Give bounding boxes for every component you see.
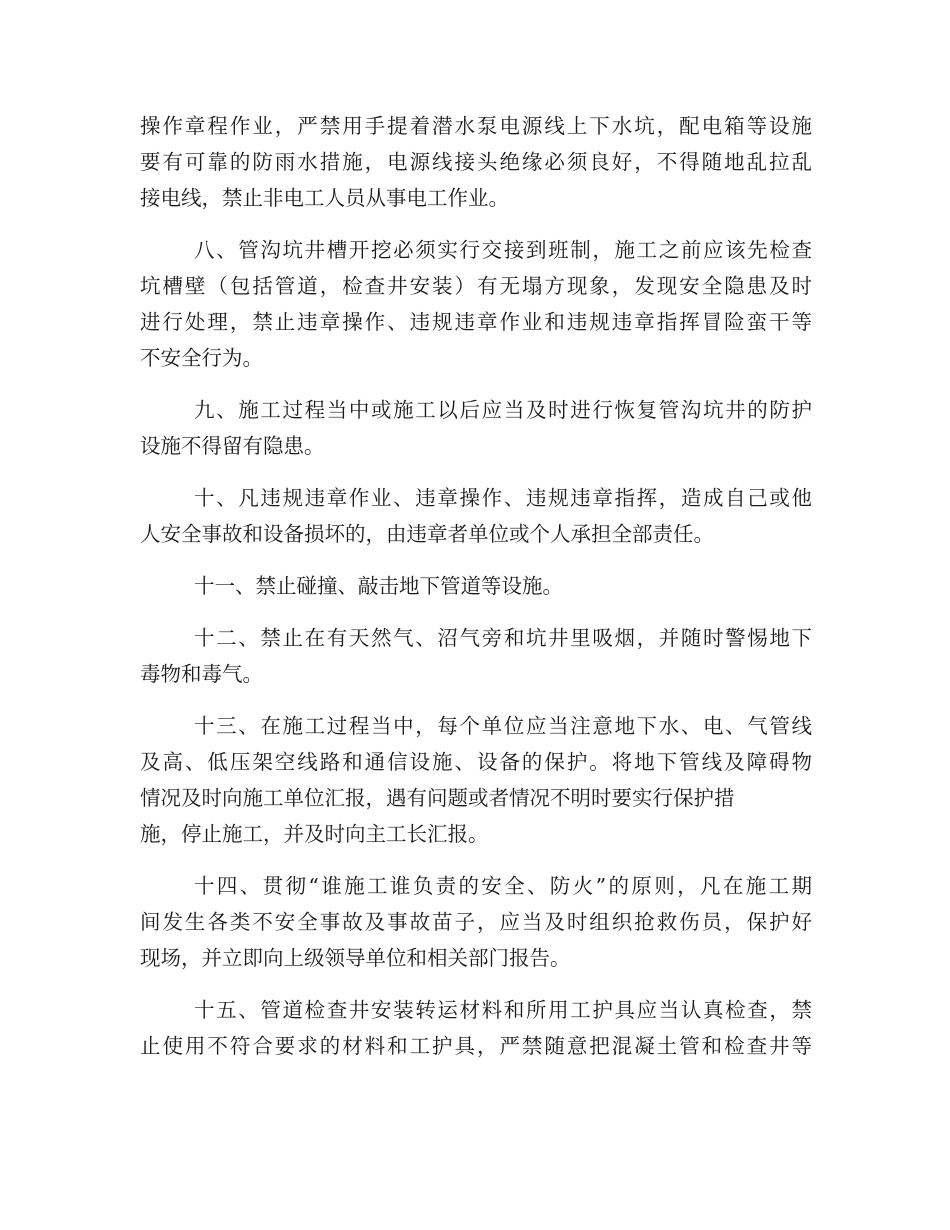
- paragraph-item-8: [140, 232, 812, 376]
- text-line: 及高、低压架空线路和通信设施、设备的保护。将地下管线及障碍物: [140, 750, 812, 774]
- text-line: 设施不得留有隐患。: [140, 434, 325, 458]
- document-body: [140, 108, 812, 1080]
- text-line: 坑槽壁（包括管道，检查井安装）有无塌方现象，发现安全隐患及时: [140, 274, 812, 298]
- paragraph-item-10: [140, 480, 812, 552]
- text-line: 止使用不符合要求的材料和工护具，严禁随意把混凝土管和检查井等: [140, 1034, 812, 1058]
- text-line: 毒物和毒气。: [140, 662, 263, 686]
- text-line: 要有可靠的防雨水措施，电源线接头绝缘必须良好，不得随地乱拉乱: [140, 150, 812, 174]
- text-line: 间发生各类不安全事故及事故苗子，应当及时组织抢救伤员，保护好: [140, 910, 812, 934]
- text-line: 进行处理，禁止违章操作、违规违章作业和违规违章指挥冒险蛮干等: [140, 310, 812, 334]
- text-line: 施，停止施工，并及时向主工长汇报。: [140, 822, 489, 846]
- text-line: 十一、禁止碰撞、敲击地下管道等设施。: [194, 574, 563, 598]
- text-line: 情况及时向施工单位汇报，遇有问题或者情况不明时要实行保护措: [140, 786, 735, 810]
- paragraph-item-11: [140, 568, 812, 604]
- text-line: 现场，并立即向上级领导单位和相关部门报告。: [140, 946, 571, 970]
- text-line: 九、施工过程当中或施工以后应当及时进行恢复管沟坑井的防护: [194, 398, 812, 422]
- text-line: 不安全行为。: [140, 346, 263, 370]
- paragraph-item-12: [140, 620, 812, 692]
- text-line: 十二、禁止在有天然气、沼气旁和坑井里吸烟，并随时警惕地下: [194, 626, 812, 650]
- text-line: 八、管沟坑井槽开挖必须实行交接到班制，施工之前应该先检查: [194, 238, 812, 262]
- paragraph-item-14: [140, 868, 812, 976]
- text-line: 十五、管道检查井安装转运材料和所用工护具应当认真检查，禁: [194, 998, 812, 1022]
- paragraph-item-9: [140, 392, 812, 464]
- text-line: 十四、贯彻“谁施工谁负责的安全、防火”的原则，凡在施工期: [194, 874, 812, 898]
- text-line: 十、凡违规违章作业、违章操作、违规违章指挥，造成自己或他: [194, 486, 812, 510]
- paragraph-item-15: [140, 992, 812, 1064]
- text-line: 十三、在施工过程当中，每个单位应当注意地下水、电、气管线: [194, 714, 812, 738]
- paragraph-continuation: [140, 108, 812, 216]
- paragraph-item-13: [140, 708, 812, 852]
- text-line: 接电线，禁止非电工人员从事电工作业。: [140, 186, 509, 210]
- text-line: 人安全事故和设备损坏的，由违章者单位或个人承担全部责任。: [140, 522, 714, 546]
- text-line: 操作章程作业，严禁用手提着潜水泵电源线上下水坑，配电箱等设施: [140, 114, 812, 138]
